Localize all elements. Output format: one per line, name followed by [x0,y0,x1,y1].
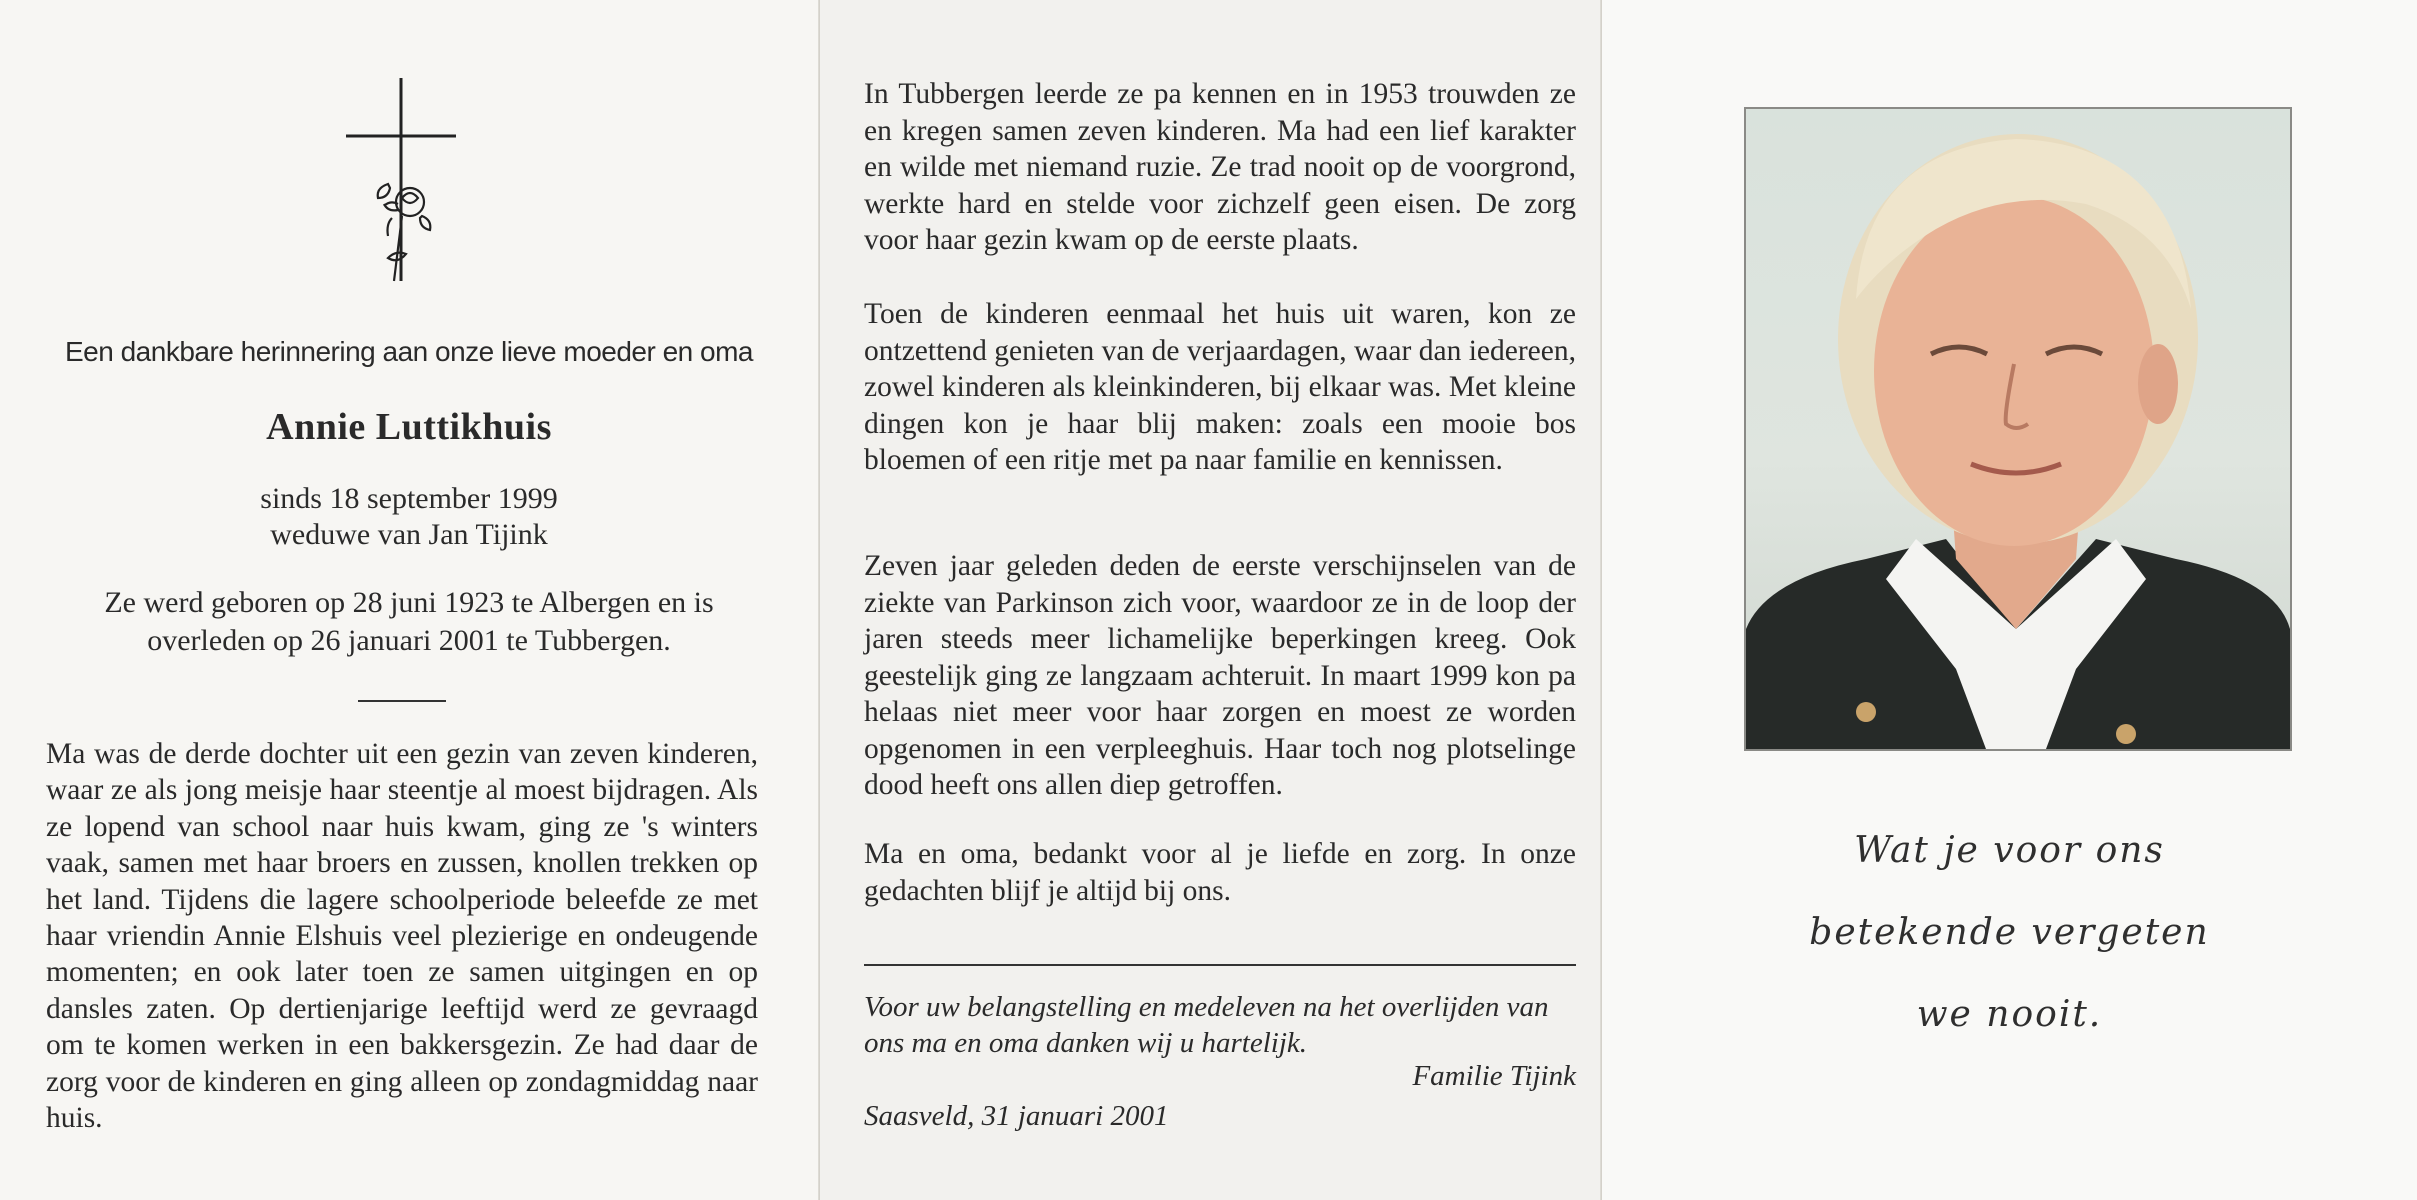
thanks-text: Voor uw belangstelling en medeleven na het overlijden van ons ma en oma danken wij u hartelijk. [864,991,1549,1059]
verse-line-1: Wat je voor ons [1854,830,2165,871]
deceased-name: Annie Luttikhuis [266,406,552,448]
birth-text: Ze werd geboren op 28 juni 1923 te Albergen en is [104,586,714,619]
widow-of-text: weduwe van Jan Tijink [270,518,548,551]
paragraph-marriage: In Tubbergen leerde ze pa kennen en in 1953 trouwden ze en kregen samen zeven kinderen. Ma had een lief karakter en wilde met niemand ruzie. Ze trad nooit op de voorgrond, werkte hard en stelde voor zichzelf geen eisen. De zorg voor haar gezin kwam op de eerste plaats. [864,78,1576,256]
middle-panel [820,0,1600,1200]
place-date: Saasveld, 31 januari 2001 [864,1100,1169,1132]
family-signature: Familie Tijink [1412,1060,1576,1092]
biography-paragraph: Ma was de derde dochter uit een gezin van zeven kinderen, waar ze als jong meisje haar steentje al moest bijdragen. Als ze lopend van school naar huis kwam, ging ze 's winters vaak, samen met haar broers en zussen, knollen trekken op het land. Tijdens die lagere schoolperiode beleefde ze met haar vriendin Annie Elshuis veel plezierige en ondeugende momenten; en ook later toen ze samen uitgingen en op dansles zaten. Op dertienjarige leeftijd werd ze gevraagd om te komen werken in een bakkersgezin. Ze had daar de zorg voor de kinderen en ging alleen op zondagmiddag naar huis. [46,738,758,1135]
divider [864,964,1576,966]
portrait-photo [1744,107,2292,751]
widowed-since-text: sinds 18 september 1999 [260,482,558,515]
verse-line-3: we nooit. [1916,994,2103,1035]
intro-text: Een dankbare herinnering aan onze lieve moeder en oma [65,336,753,367]
paragraph-illness: Zeven jaar geleden deden de eerste verschijnselen van de ziekte van Parkinson zich voor, waardoor ze in de loop der jaren steeds meer lichamelijke beperkingen kreeg. Ook geestelijk ging ze langzaam achteruit. In maart 1999 kon pa helaas niet meer voor haar zorgen en moest ze worden opgenomen in een verpleeghuis. Haar toch nog plotselinge dood heeft ons allen diep getroffen. [864,550,1576,801]
paragraph-grandchildren: Toen de kinderen eenmaal het huis uit waren, kon ze ontzettend genieten van de verjaardagen, waar dan iedereen, zowel kinderen als kleinkinderen, bij elkaar was. Met kleine dingen kon je haar blij maken: zoals een mooie bos bloemen of een ritje met pa naar familie en kennissen. [864,298,1576,476]
right-panel [1602,0,2417,1200]
divider [358,700,446,702]
left-panel [0,0,818,1200]
death-text: overleden op 26 januari 2001 te Tubbergen. [147,624,671,657]
cross-with-rose-icon [340,76,460,291]
paragraph-farewell: Ma en oma, bedankt voor al je liefde en zorg. In onze gedachten blijf je altijd bij ons. [864,838,1576,907]
verse-line-2: betekende vergeten [1809,912,2210,953]
